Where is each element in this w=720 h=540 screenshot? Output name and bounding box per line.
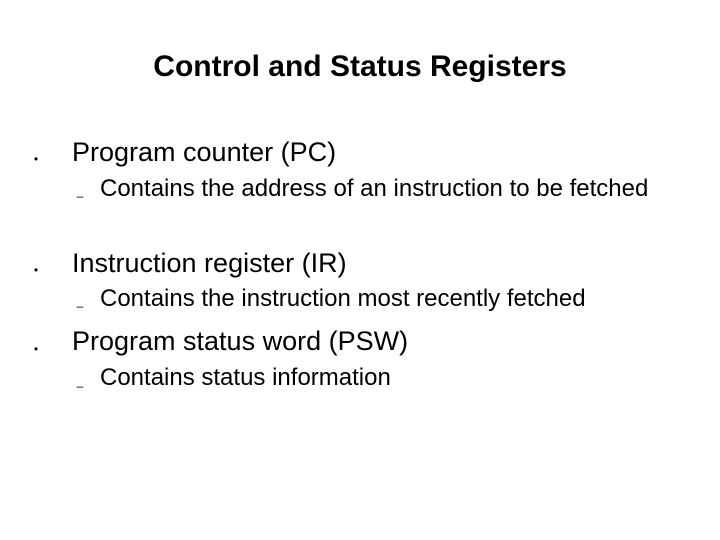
bullet-item-pc: Program counter (PC) (72, 137, 337, 167)
sub-item-ir: Contains the instruction most recently fetched (100, 285, 586, 312)
bullet-item-ir: Instruction register (IR) (72, 248, 347, 278)
bullet-icon: • (33, 263, 39, 277)
dash-icon: – (76, 299, 84, 313)
bullet-icon: • (33, 342, 39, 356)
dash-icon: – (76, 379, 84, 393)
bullet-item-psw: Program status word (PSW) (72, 326, 409, 356)
slide-title: Control and Status Registers (153, 50, 567, 83)
dash-icon: – (76, 189, 84, 203)
bullet-icon: • (33, 152, 39, 166)
sub-item-psw: Contains status information (100, 364, 391, 391)
sub-item-pc: Contains the address of an instruction to be fetched (100, 175, 649, 202)
